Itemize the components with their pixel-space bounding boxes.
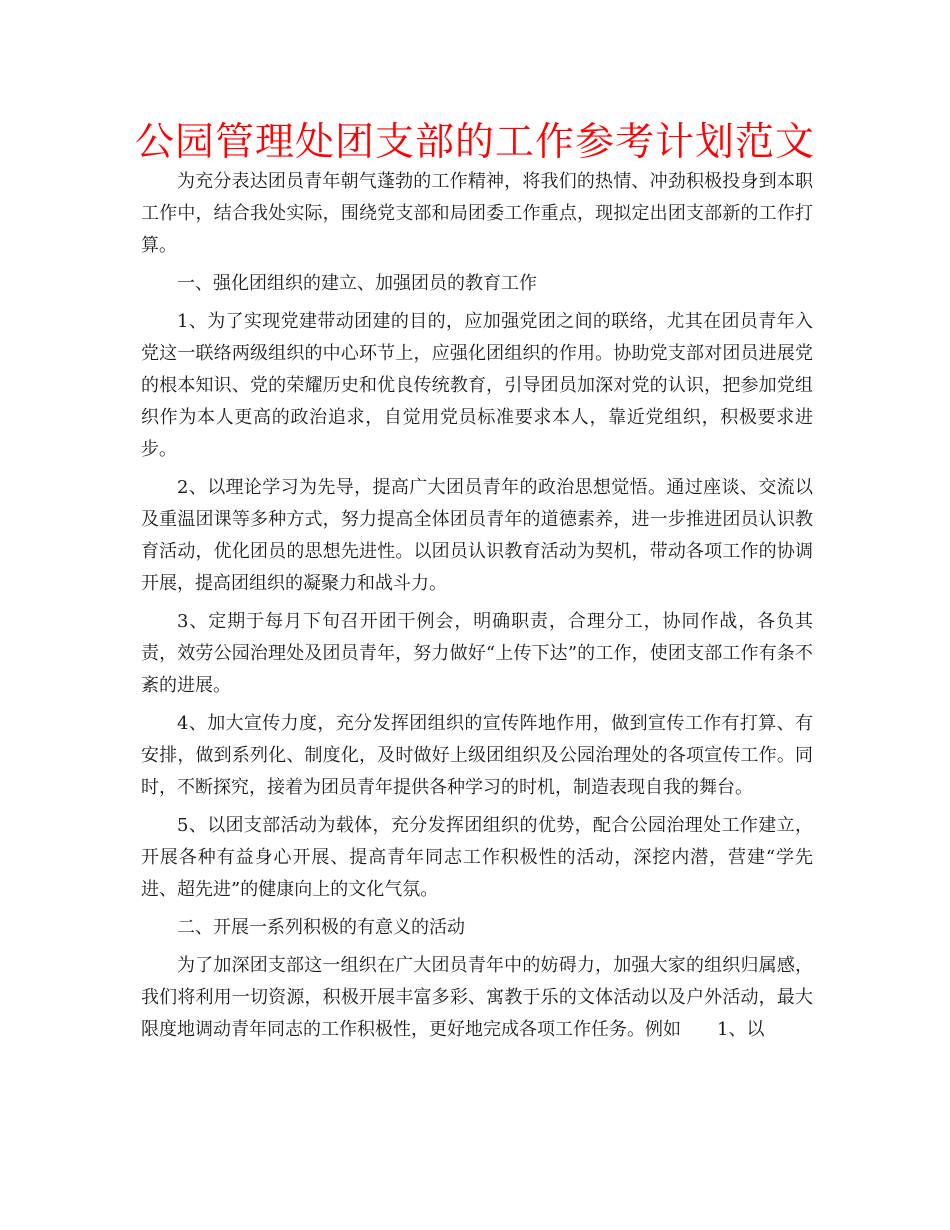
document-body (141, 166, 813, 1052)
paragraph-item-5: 5、以团支部活动为载体，充分发挥团组织的优势，配合公园治理处工作建立，开展各种有益身心开展、提高青年同志工作积极性的活动，深挖内潜，营建“学先进、超先进”的健康向上的文化气氛。 (141, 815, 813, 900)
paragraph-item-2: 2、以理论学习为先导，提高广大团员青年的政治思想觉悟。通过座谈、交流以及重温团课等多种方式，努力提高全体团员青年的道德素养，进一步推进团员认识教育活动，优化团员的思想先进性。以团员认识教育活动为契机，带动各项工作的协调开展，提高团组织的凝聚力和战斗力。 (141, 477, 813, 594)
paragraph-section-2-intro: 为了加深团支部这一组织在广大团员青年中的妨碍力，加强大家的组织归属感，我们将利用一切资源，积极开展丰富多彩、寓教于乐的文体活动以及户外活动，最大限度地调动青年同志的工作积极性，更好地完成各项工作任务。例如 1、以 (141, 955, 813, 1040)
paragraph-item-1: 1、为了实现党建带动团建的目的，应加强党团之间的联络，尤其在团员青年入党这一联络两级组织的中心环节上，应强化团组织的作用。协助党支部对团员进展党的根本知识、党的荣耀历史和优良传统教育，引导团员加深对党的认识，把参加党组织作为本人更高的政治追求，自觉用党员标准要求本人，靠近党组织，积极要求进步。 (141, 311, 813, 460)
section-heading-2: 二、开展一系列积极的有意义的活动 (177, 917, 465, 938)
section-heading-1: 一、强化团组织的建立、加强团员的教育工作 (177, 273, 537, 294)
paragraph-intro: 为充分表达团员青年朝气蓬勃的工作精神，将我们的热情、冲劲积极投身到本职工作中，结合我处实际，围绕党支部和局团委工作重点，现拟定出团支部新的工作打算。 (141, 171, 813, 256)
paragraph-item-3: 3、定期于每月下旬召开团干例会，明确职责，合理分工，协同作战，各负其责，效劳公园治理处及团员青年，努力做好“上传下达”的工作，使团支部工作有条不紊的进展。 (141, 611, 813, 696)
document-title: 公园管理处团支部的工作参考计划范文 (134, 120, 815, 165)
paragraph-item-4: 4、加大宣传力度，充分发挥团组织的宣传阵地作用，做到宣传工作有打算、有安排，做到系列化、制度化，及时做好上级团组织及公园治理处的各项宣传工作。同时，不断探究，接着为团员青年提供各种学习的时机，制造表现自我的舞台。 (141, 713, 813, 798)
